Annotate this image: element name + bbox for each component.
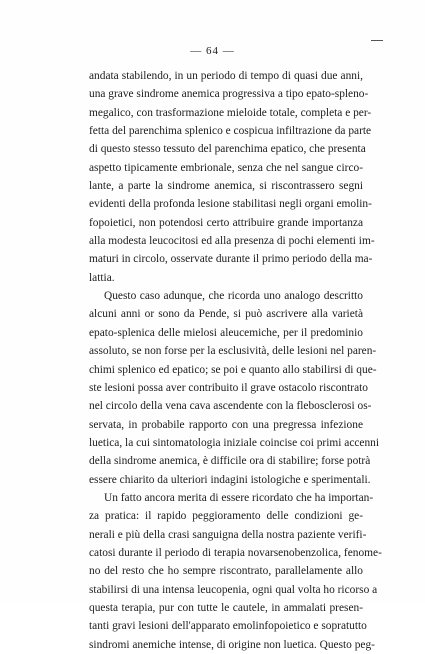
text-line: nel circolo della vena cava ascendente con la flebosclerosi os- [89,400,372,413]
text-line: questa terapia, pur con tutte le cautele, in ammalati presen- [89,601,363,614]
page-number: — 64 — [190,45,235,57]
text-line: servata, in probabile rapporto con una pregressa infezione [89,418,363,431]
text-line: della sindrome anemica, è difficile ora di stabilire; forse potrà [89,455,371,468]
text-line: stabilirsi di una intensa leucopenia, ogni qual volta ho ricorso a [89,583,378,596]
text-line: alcuni anni or sono da Pende, si può ascrivere alla varietà [89,308,363,321]
text-line: sindromi anemiche intense, di origine non luetica. Questo peg- [89,638,375,651]
text-line: essere chiarito da ulteriori indagini istologiche e sperimentali. [89,473,371,486]
text-line: aspetto tipicamente embrionale, senza che nel sangue circo- [89,161,363,174]
text-line: megalico, con trasformazione mieloide totale, completa e per- [89,106,372,119]
text-line: fopoietici, non potendosi certo attribuire grande importanza [89,216,363,229]
text-line: una grave sindrome anemica progressiva a tipo epato-spleno- [89,88,369,101]
text-line: chimi splenico ed epatico; se poi e quanto allo stabilirsi di que- [89,363,377,376]
text-line: evidenti della profonda lesione stabilitasi negli organi emolin- [89,198,372,211]
text-line: catosi durante il periodo di terapia novarsenobenzolica, fenome- [89,546,382,559]
text-line: epato-splenica delle mielosi aleucemiche, per il predominio [89,326,363,339]
text-line: fetta del parenchima splenico e cospicua infiltrazione da parte [89,125,372,138]
text-line: di questo stesso tessuto del parenchima epatico, che presenta [89,143,366,156]
text-line: lante, a parte la sindrome anemica, si riscontrassero segni [89,180,363,193]
text-line: tanti gravi lesioni dell'apparato emolinfopoietico e sopratutto [89,620,367,633]
text-line: nerali e più della crasi sanguigna della nostra paziente verifi- [89,528,367,541]
text-line: Questo caso adunque, che ricorda uno analogo descritto [104,290,363,303]
text-line: andata stabilendo, in un periodo di tempo di quasi due anni, [89,70,363,82]
text-line: no del resto che ho sempre riscontrato, parallelamente allo [89,565,363,578]
text-line: ste lesioni possa aver contribuito il grave ostacolo riscontrato [89,381,368,394]
text-line: assoluto, se non forse per la esclusività, delle lesioni nel paren- [89,345,377,358]
text-line: Un fatto ancora merita di essere ricordato che ha importan- [104,491,374,504]
text-line: lattia. [89,271,115,284]
text-line: za pratica: il rapido peggioramento delle condizioni ge- [89,510,363,523]
body-text [89,67,382,654]
text-line: maturi in circolo, osservate durante il primo periodo della ma- [89,253,373,266]
text-line: alla modesta leucocitosi ed alla presenza di pochi elementi im- [89,235,375,248]
text-line: luetica, la cui sintomatologia iniziale coincise coi primi accenni [89,436,380,449]
margin-mark [371,40,383,41]
